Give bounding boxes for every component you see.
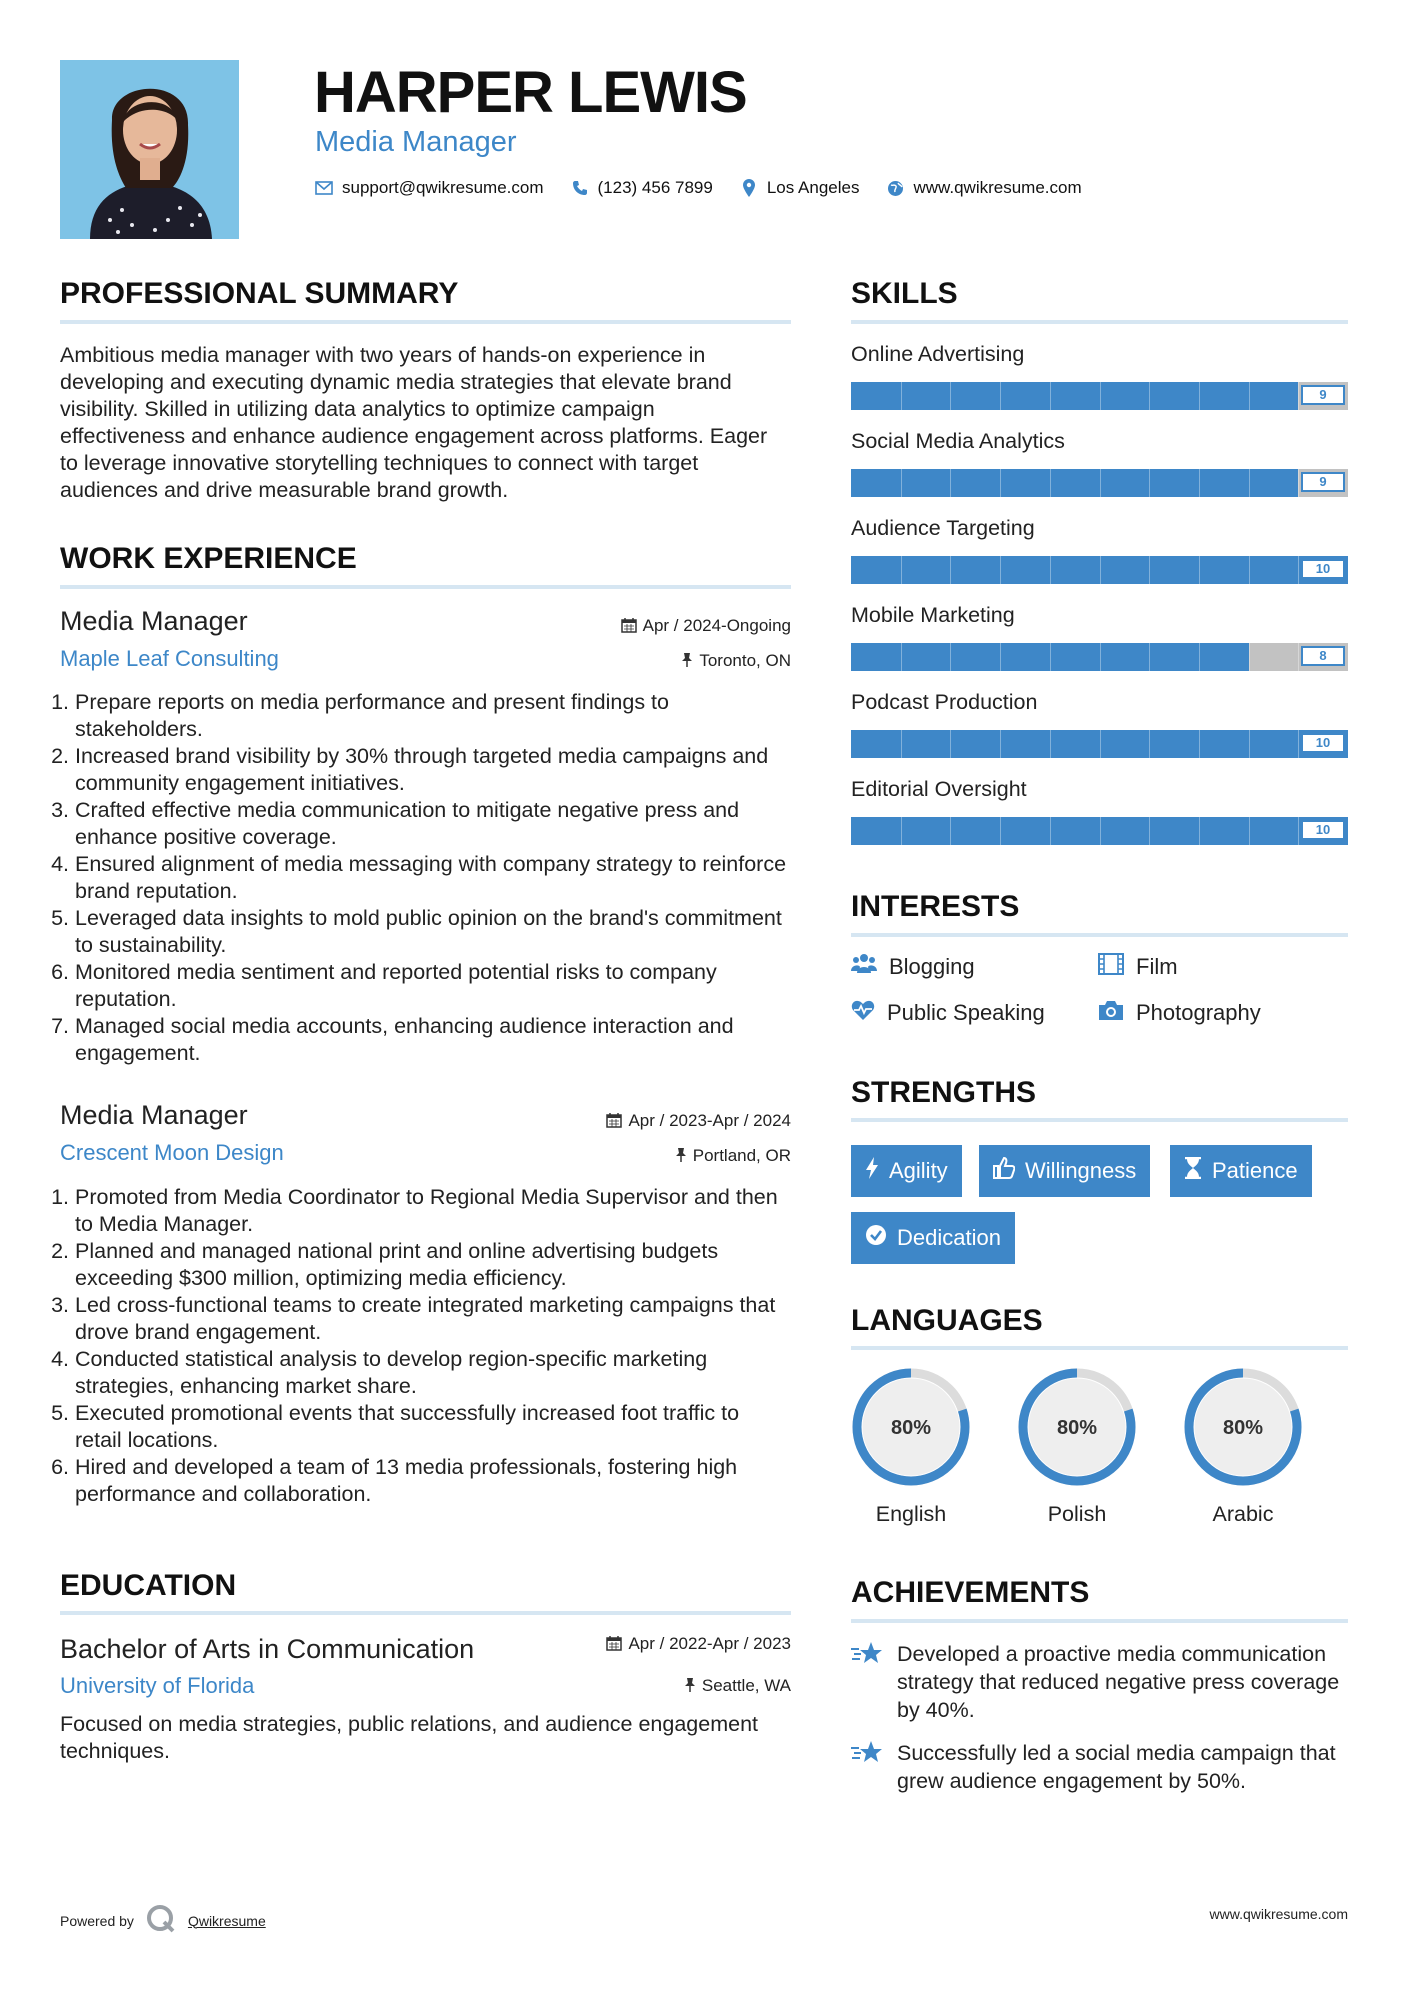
skill-level-badge: 10: [1301, 559, 1345, 579]
skill-label: Online Advertising: [851, 342, 1025, 366]
job-bullet: 4. Ensured alignment of media messaging with company strategy to reinforce brand reputation.: [75, 851, 790, 905]
job-1-company: Maple Leaf Consulting: [60, 646, 279, 671]
qwikresume-logo-icon: [146, 1904, 176, 1937]
interests-heading: INTERESTS: [851, 890, 1020, 923]
footer-brand-link[interactable]: Qwikresume: [187, 1912, 266, 1929]
job-bullet: 1. Prepare reports on media performance and present findings to stakeholders.: [75, 689, 790, 743]
language-name: Arabic: [1212, 1502, 1274, 1526]
skill-item: [851, 514, 1348, 601]
education-description: Focused on media strategies, public relations, and audience engagement techniques.: [60, 1712, 759, 1763]
interest-item: Film: [1098, 953, 1178, 981]
summary-text: Ambitious media manager with two years of hands-on experience in developing and executing dynamic media strategies that elevate brand visibility. Skilled in utilizing data analytics to optimize campaign effectiveness and enhance audience engagement across platforms. Eager to leverage innovative storytelling techniques to connect with target audiences and drive measurable brand growth.: [60, 343, 768, 502]
language-ring: [1015, 1365, 1139, 1489]
job-2-dates: Apr / 2023-Apr / 2024: [606, 1111, 791, 1133]
experience-rule: [60, 585, 791, 589]
skills-rule: [851, 320, 1348, 324]
achievements-rule: [851, 1619, 1348, 1623]
contact-bar: [314, 178, 1082, 198]
calendar-icon: [606, 1635, 622, 1656]
contact-website[interactable]: www.qwikresume.com: [913, 178, 1082, 197]
language-name: Polish: [1047, 1502, 1107, 1526]
envelope-icon: [314, 178, 334, 198]
skill-label: Podcast Production: [851, 690, 1038, 714]
summary-heading: PROFESSIONAL SUMMARY: [60, 277, 459, 310]
bolt-icon: [865, 1157, 879, 1185]
skill-label: Editorial Oversight: [851, 777, 1027, 801]
job-bullet: 2. Planned and managed national print and online advertising budgets exceeding $300 million, optimizing media efficiency.: [75, 1238, 790, 1292]
profile-photo: [60, 60, 239, 239]
skill-bar-fill: [851, 382, 1298, 410]
achievement-item: Developed a proactive media communication strategy that reduced negative press coverage by 40%.: [851, 1640, 1346, 1724]
skill-bar: [851, 643, 1348, 671]
thumbs-up-icon: [993, 1157, 1015, 1185]
camera-icon: [1098, 999, 1124, 1027]
skill-item: [851, 601, 1348, 688]
job-bullet: 4. Conducted statistical analysis to develop region-specific marketing strategies, enhancing market share.: [75, 1346, 790, 1400]
star-icon: [851, 1640, 883, 1724]
skill-bar-fill: [851, 469, 1298, 497]
skill-item: [851, 775, 1348, 862]
job-bullet: 6. Monitored media sentiment and reported potential risks to company reputation.: [75, 959, 790, 1013]
contact-location: Los Angeles: [766, 178, 860, 197]
job-bullet: 3. Crafted effective media communication to mitigate negative press and enhance positive coverage.: [75, 797, 790, 851]
contact-phone[interactable]: (123) 456 7899: [597, 178, 713, 197]
languages-rule: [851, 1346, 1348, 1350]
footer-powered-by: Powered by Qwikresume: [60, 1904, 266, 1937]
skill-level-badge: 9: [1301, 385, 1345, 405]
calendar-icon: [606, 1112, 622, 1133]
strength-tag: Willingness: [979, 1145, 1150, 1197]
skill-level-badge: 10: [1301, 733, 1345, 753]
job-1-dates: Apr / 2024-Ongoing: [621, 616, 791, 638]
skill-bar: [851, 817, 1348, 845]
job-2-bullets: [57, 1184, 790, 1508]
job-1-location: Toronto, ON: [681, 651, 791, 673]
summary-rule: [60, 320, 791, 324]
film-icon: [1098, 953, 1124, 981]
interest-item: Photography: [1098, 999, 1261, 1027]
language-item: [849, 1365, 973, 1527]
strength-tag: Dedication: [851, 1212, 1015, 1264]
language-name: English: [875, 1502, 947, 1526]
candidate-title: Media Manager: [315, 126, 517, 158]
job-bullet: 2. Increased brand visibility by 30% through targeted media campaigns and community engagement initiatives.: [75, 743, 790, 797]
profile-photo-illustration: [60, 60, 239, 239]
education-rule: [60, 1611, 791, 1615]
language-percent: 80%: [890, 1417, 932, 1439]
language-percent: 80%: [1222, 1417, 1264, 1439]
job-1-bullets: [57, 689, 790, 1067]
job-bullet: 7. Managed social media accounts, enhancing audience interaction and engagement.: [75, 1013, 790, 1067]
skill-level-badge: 8: [1301, 646, 1345, 666]
language-item: [1181, 1365, 1305, 1527]
skill-item: [851, 427, 1348, 514]
experience-heading: WORK EXPERIENCE: [60, 542, 357, 575]
education-dates: Apr / 2022-Apr / 2023: [606, 1634, 791, 1656]
language-item: [1015, 1365, 1139, 1527]
skill-bar: [851, 469, 1348, 497]
job-2-location: Portland, OR: [675, 1146, 791, 1168]
pushpin-icon: [684, 1677, 696, 1698]
map-marker-icon: [739, 178, 759, 198]
job-bullet: 6. Hired and developed a team of 13 media professionals, fostering high performance and collaboration.: [75, 1454, 790, 1508]
skill-item: [851, 688, 1348, 775]
skills-heading: SKILLS: [851, 277, 958, 310]
job-bullet: 5. Leveraged data insights to mold public opinion on the brand's commitment to sustainability.: [75, 905, 790, 959]
skill-bar: [851, 382, 1348, 410]
star-icon: [851, 1739, 883, 1795]
globe-icon: [885, 178, 905, 198]
job-bullet: 1. Promoted from Media Coordinator to Regional Media Supervisor and then to Media Manager.: [75, 1184, 790, 1238]
skill-level-badge: 10: [1301, 820, 1345, 840]
hourglass-icon: [1184, 1157, 1202, 1185]
job-2-title: Media Manager: [60, 1100, 248, 1130]
skill-bar: [851, 730, 1348, 758]
languages-heading: LANGUAGES: [851, 1304, 1043, 1337]
heartbeat-icon: [851, 999, 875, 1027]
job-bullet: 3. Led cross-functional teams to create integrated marketing campaigns that drove brand engagement.: [75, 1292, 790, 1346]
achievement-item: Successfully led a social media campaign that grew audience engagement by 50%.: [851, 1739, 1346, 1795]
strengths-heading: STRENGTHS: [851, 1076, 1037, 1109]
education-location: Seattle, WA: [684, 1676, 791, 1698]
skill-bar: [851, 556, 1348, 584]
strengths-rule: [851, 1118, 1348, 1122]
education-degree: Bachelor of Arts in Communication: [60, 1634, 475, 1664]
skill-label: Social Media Analytics: [851, 429, 1065, 453]
footer-site[interactable]: www.qwikresume.com: [1209, 1906, 1348, 1922]
job-1-title: Media Manager: [60, 606, 248, 636]
skill-label: Mobile Marketing: [851, 603, 1015, 627]
job-bullet: 5. Executed promotional events that successfully increased foot traffic to retail locations.: [75, 1400, 790, 1454]
language-ring: [1181, 1365, 1305, 1489]
users-icon: [851, 953, 877, 981]
skill-item: [851, 340, 1348, 427]
interest-item: Public Speaking: [851, 999, 1045, 1027]
calendar-icon: [621, 617, 637, 638]
candidate-name: HARPER LEWIS: [314, 60, 747, 125]
phone-icon: [570, 178, 590, 198]
education-heading: EDUCATION: [60, 1569, 237, 1602]
contact-email[interactable]: support@qwikresume.com: [342, 178, 544, 197]
interests-rule: [851, 933, 1348, 937]
job-2-company: Crescent Moon Design: [60, 1140, 284, 1165]
interest-item: Blogging: [851, 953, 975, 981]
achievements-heading: ACHIEVEMENTS: [851, 1576, 1090, 1609]
strength-tag: Patience: [1170, 1145, 1312, 1197]
check-circle-icon: [865, 1224, 887, 1252]
pushpin-icon: [681, 652, 693, 673]
skills-list: [851, 340, 1348, 862]
language-ring: [849, 1365, 973, 1489]
pushpin-icon: [675, 1147, 687, 1168]
language-percent: 80%: [1056, 1417, 1098, 1439]
strength-tag: Agility: [851, 1145, 962, 1197]
education-school: University of Florida: [60, 1673, 255, 1698]
skill-label: Audience Targeting: [851, 516, 1035, 540]
skill-level-badge: 9: [1301, 472, 1345, 492]
